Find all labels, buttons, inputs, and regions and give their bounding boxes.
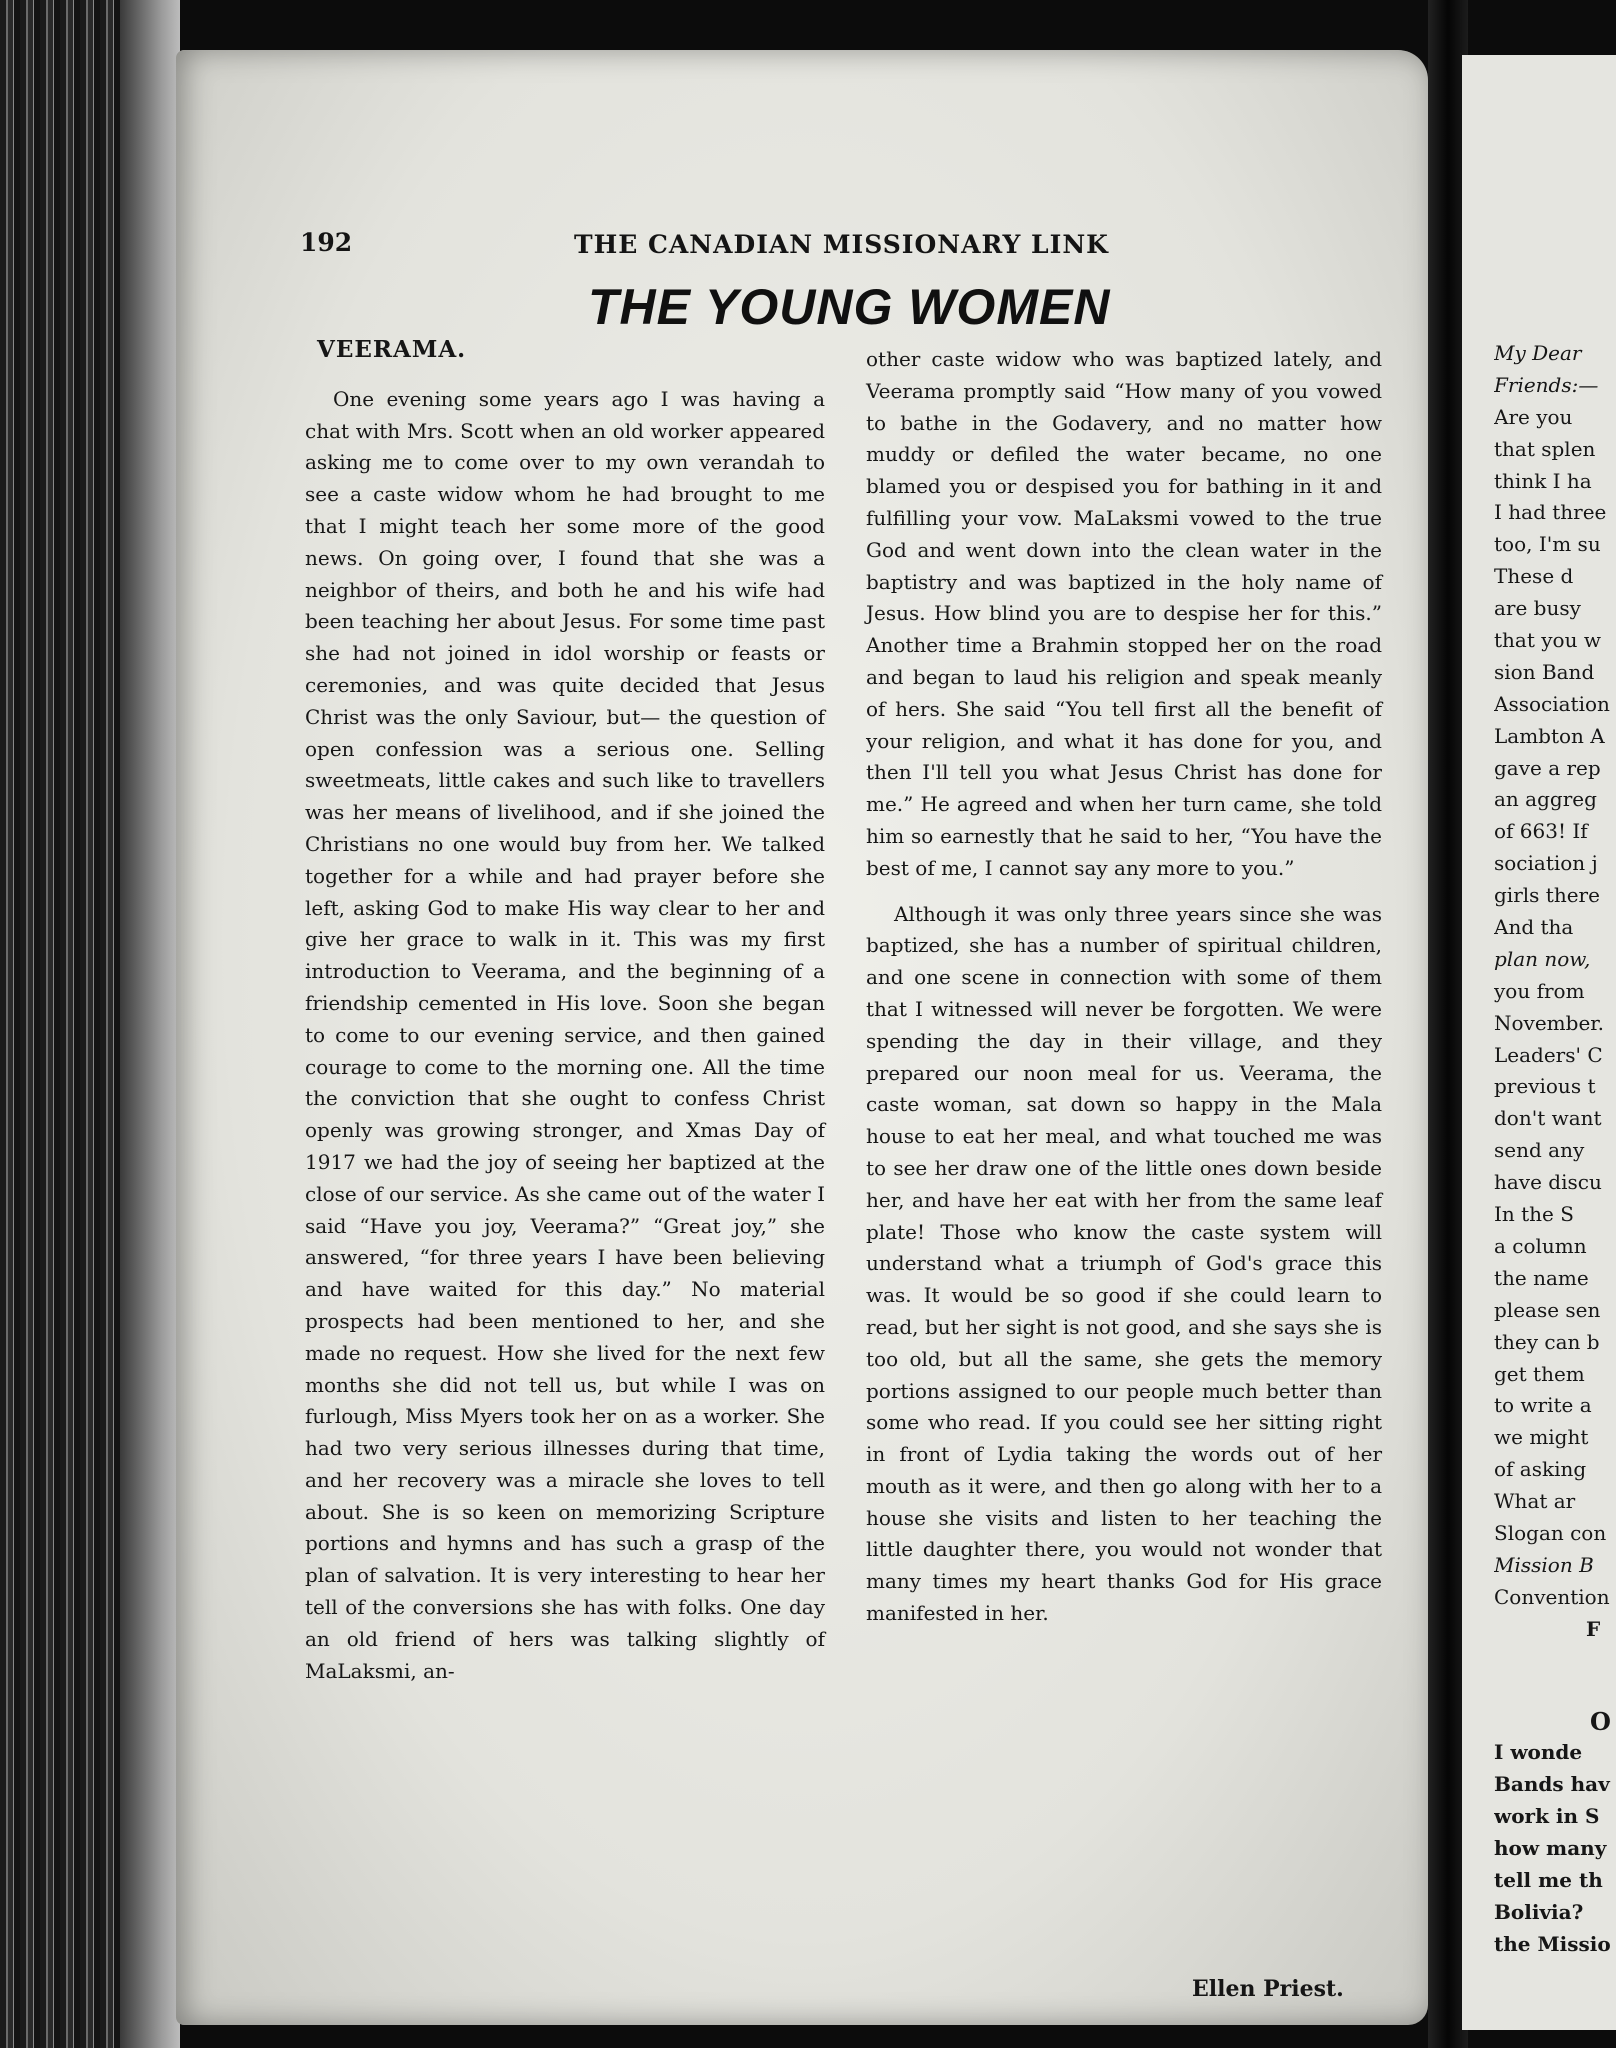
- article-column-right: [866, 344, 1382, 1630]
- fragment-spacer: [1494, 1646, 1616, 1706]
- fragment-line: And tha: [1494, 915, 1574, 940]
- fragment-line: get them: [1494, 1361, 1585, 1386]
- fragment-line: November.: [1494, 1010, 1604, 1035]
- fragment-line: work in S: [1494, 1804, 1600, 1829]
- fragment-line: we might: [1494, 1425, 1589, 1450]
- fragment-line: don't want: [1494, 1106, 1602, 1131]
- running-head: THE CANADIAN MISSIONARY LINK: [574, 230, 1109, 259]
- article-column-left: [305, 334, 825, 1687]
- fragment-line: Association: [1494, 691, 1610, 716]
- page-header: [300, 228, 1120, 268]
- article-paragraph-1: One evening some years ago I was having a chat with Mrs. Scott when an old worker appeared asking me to come over to my own verandah to see a caste widow whom he had brought to me that I might teach her some more of the good news. On going over, I found that she was a neighbor of theirs, and both he and his wife had been teaching her about Jesus. For some time past she had not joined in idol worship or feasts or ceremonies, and was quite decided that Jesus Christ was the only Saviour, but— the question of open confession was a serious one. Selling sweetmeats, little cakes and such like to travellers was her means of livelihood, and if she joined the Christians no one would buy from her. We talked together for a while and had prayer before she left, asking God to make His way clear to her and give her grace to walk in it. This was my first introduction to Veerama, and the beginning of a friendship cemented in His love. Soon she began to come to our evening service, and then gained courage to come to the morning one. All the time the conviction that she ought to confess Christ openly was growing stronger, and Xmas Day of 1917 we had the joy of seeing her baptized at the close of our service. As she came out of the water I said “Have you joy, Veerama?” “Great joy,” she answered, “for three years I have been believing and have waited for this day.” No material prospects had been mentioned to her, and she made no request. How she lived for the next few months she did not tell us, but while I was on furlough, Miss Myers took her on as a worker. She had two very serious illnesses during that time, and her recovery was a miracle she loves to tell about. She is so keen on memorizing Scripture portions and hymns and has such a grasp of the plan of salvation. It is very interesting to hear her tell of the conversions she has with folks. One day an old friend of hers was talking slightly of MaLaksmi, an-: [305, 386, 825, 1683]
- fragment-line: the name: [1494, 1265, 1589, 1290]
- fragment-line: too, I'm su: [1494, 532, 1601, 557]
- article-title: VEERAMA.: [317, 336, 467, 363]
- fragment-line: Bolivia?: [1494, 1899, 1584, 1924]
- fragment-line: to write a: [1494, 1393, 1592, 1418]
- article-paragraph-3: Although it was only three years since she was baptized, she has a number of spiritual children, and one scene in connection with some of them that I witnessed will never be forgotten. We were spending the day in their village, and they prepared our noon meal for us. Veerama, the caste woman, sat down so happy in the Mala house to eat her meal, and what touched me was to see her draw one of the little ones down beside her, and have her eat with her from the same leaf plate! Those who know the caste system will understand what a triumph of God's grace this was. It would be so good if she could learn to read, but her sight is not good, and she says she is too old, but all the same, she gets the memory portions assigned to our people much better than some who read. If you could see her sitting right in front of Lydia taking the words out of her mouth as it were, and then go along with her to a house she visits and listen to her teaching the little daughter there, you would not wonder that many times my heart thanks God for His grace manifested in her.: [866, 901, 1382, 1626]
- article-paragraph-2: other caste widow who was baptized lately, and Veerama promptly said “How many of you vowed to bathe in the Godavery, and no matter how muddy or defiled the water became, no one blamed you or despised you for bathing in it and fulfilling your vow. MaLaksmi vowed to the true God and went down into the clean water in the baptistry and was baptized in the holy name of Jesus. How blind you are to despise her for this.” Another time a Brahmin stopped her on the road and began to laud his religion and speak meanly of hers. She said “You tell first all the benefit of your religion, and what it has done for you, and then I'll tell you what Jesus Christ has done for me.” He agreed and when her turn came, she told him so earnestly that he said to her, “You have the best of me, I cannot say any more to you.”: [866, 347, 1382, 880]
- fragment-line: that splen: [1494, 436, 1596, 461]
- fragment-line: gave a rep: [1494, 755, 1601, 780]
- fragment-line: F: [1586, 1616, 1601, 1641]
- fragment-heading: O: [1590, 1706, 1611, 1736]
- fragment-line: you from: [1494, 978, 1585, 1003]
- fragment-line: My Dear: [1494, 341, 1582, 365]
- fragment-line: are busy: [1494, 596, 1581, 621]
- fragment-line: In the S: [1494, 1202, 1574, 1227]
- section-title: THE YOUNG WOMEN: [588, 279, 1111, 335]
- page-number: 192: [300, 228, 353, 257]
- fragment-line: how many: [1494, 1836, 1607, 1861]
- fragment-line: of asking: [1494, 1457, 1587, 1482]
- fragment-line: previous t: [1494, 1074, 1596, 1099]
- fragment-line: sion Band: [1494, 659, 1595, 684]
- fragment-line: sociation j: [1494, 851, 1598, 876]
- fragment-line: they can b: [1494, 1329, 1600, 1354]
- fragment-line: Slogan con: [1494, 1520, 1607, 1545]
- fragment-line: of 663! If: [1494, 819, 1588, 844]
- fragment-line: an aggreg: [1494, 787, 1597, 812]
- fragment-line: that you w: [1494, 628, 1601, 653]
- adjacent-page-column: [1494, 338, 1616, 1961]
- article-signature: Ellen Priest.: [1192, 1976, 1344, 2002]
- fragment-line: girls there: [1494, 883, 1600, 908]
- fragment-line: I had three: [1494, 500, 1607, 525]
- fragment-line: These d: [1494, 564, 1574, 589]
- fragment-line: I wonde: [1494, 1740, 1583, 1765]
- fragment-line: a column: [1494, 1233, 1587, 1258]
- fragment-line: Are you: [1494, 404, 1573, 429]
- fragment-line: think I ha: [1494, 468, 1592, 493]
- fragment-line: the Missio: [1494, 1931, 1611, 1956]
- fragment-line: Friends:—: [1494, 372, 1599, 397]
- fragment-line: plan now,: [1494, 946, 1591, 971]
- fragment-line: please sen: [1494, 1297, 1601, 1322]
- fragment-line: have discu: [1494, 1170, 1602, 1195]
- fragment-line: tell me th: [1494, 1867, 1603, 1892]
- fragment-line: Convention: [1494, 1584, 1610, 1609]
- fragment-line: Bands hav: [1494, 1772, 1610, 1797]
- fragment-line: What ar: [1494, 1489, 1576, 1514]
- book-binding-edge: [0, 0, 180, 2048]
- fragment-line: Lambton A: [1494, 723, 1605, 748]
- fragment-line: Leaders' C: [1494, 1042, 1603, 1067]
- fragment-line: send any: [1494, 1138, 1585, 1163]
- fragment-line: Mission B: [1494, 1552, 1594, 1577]
